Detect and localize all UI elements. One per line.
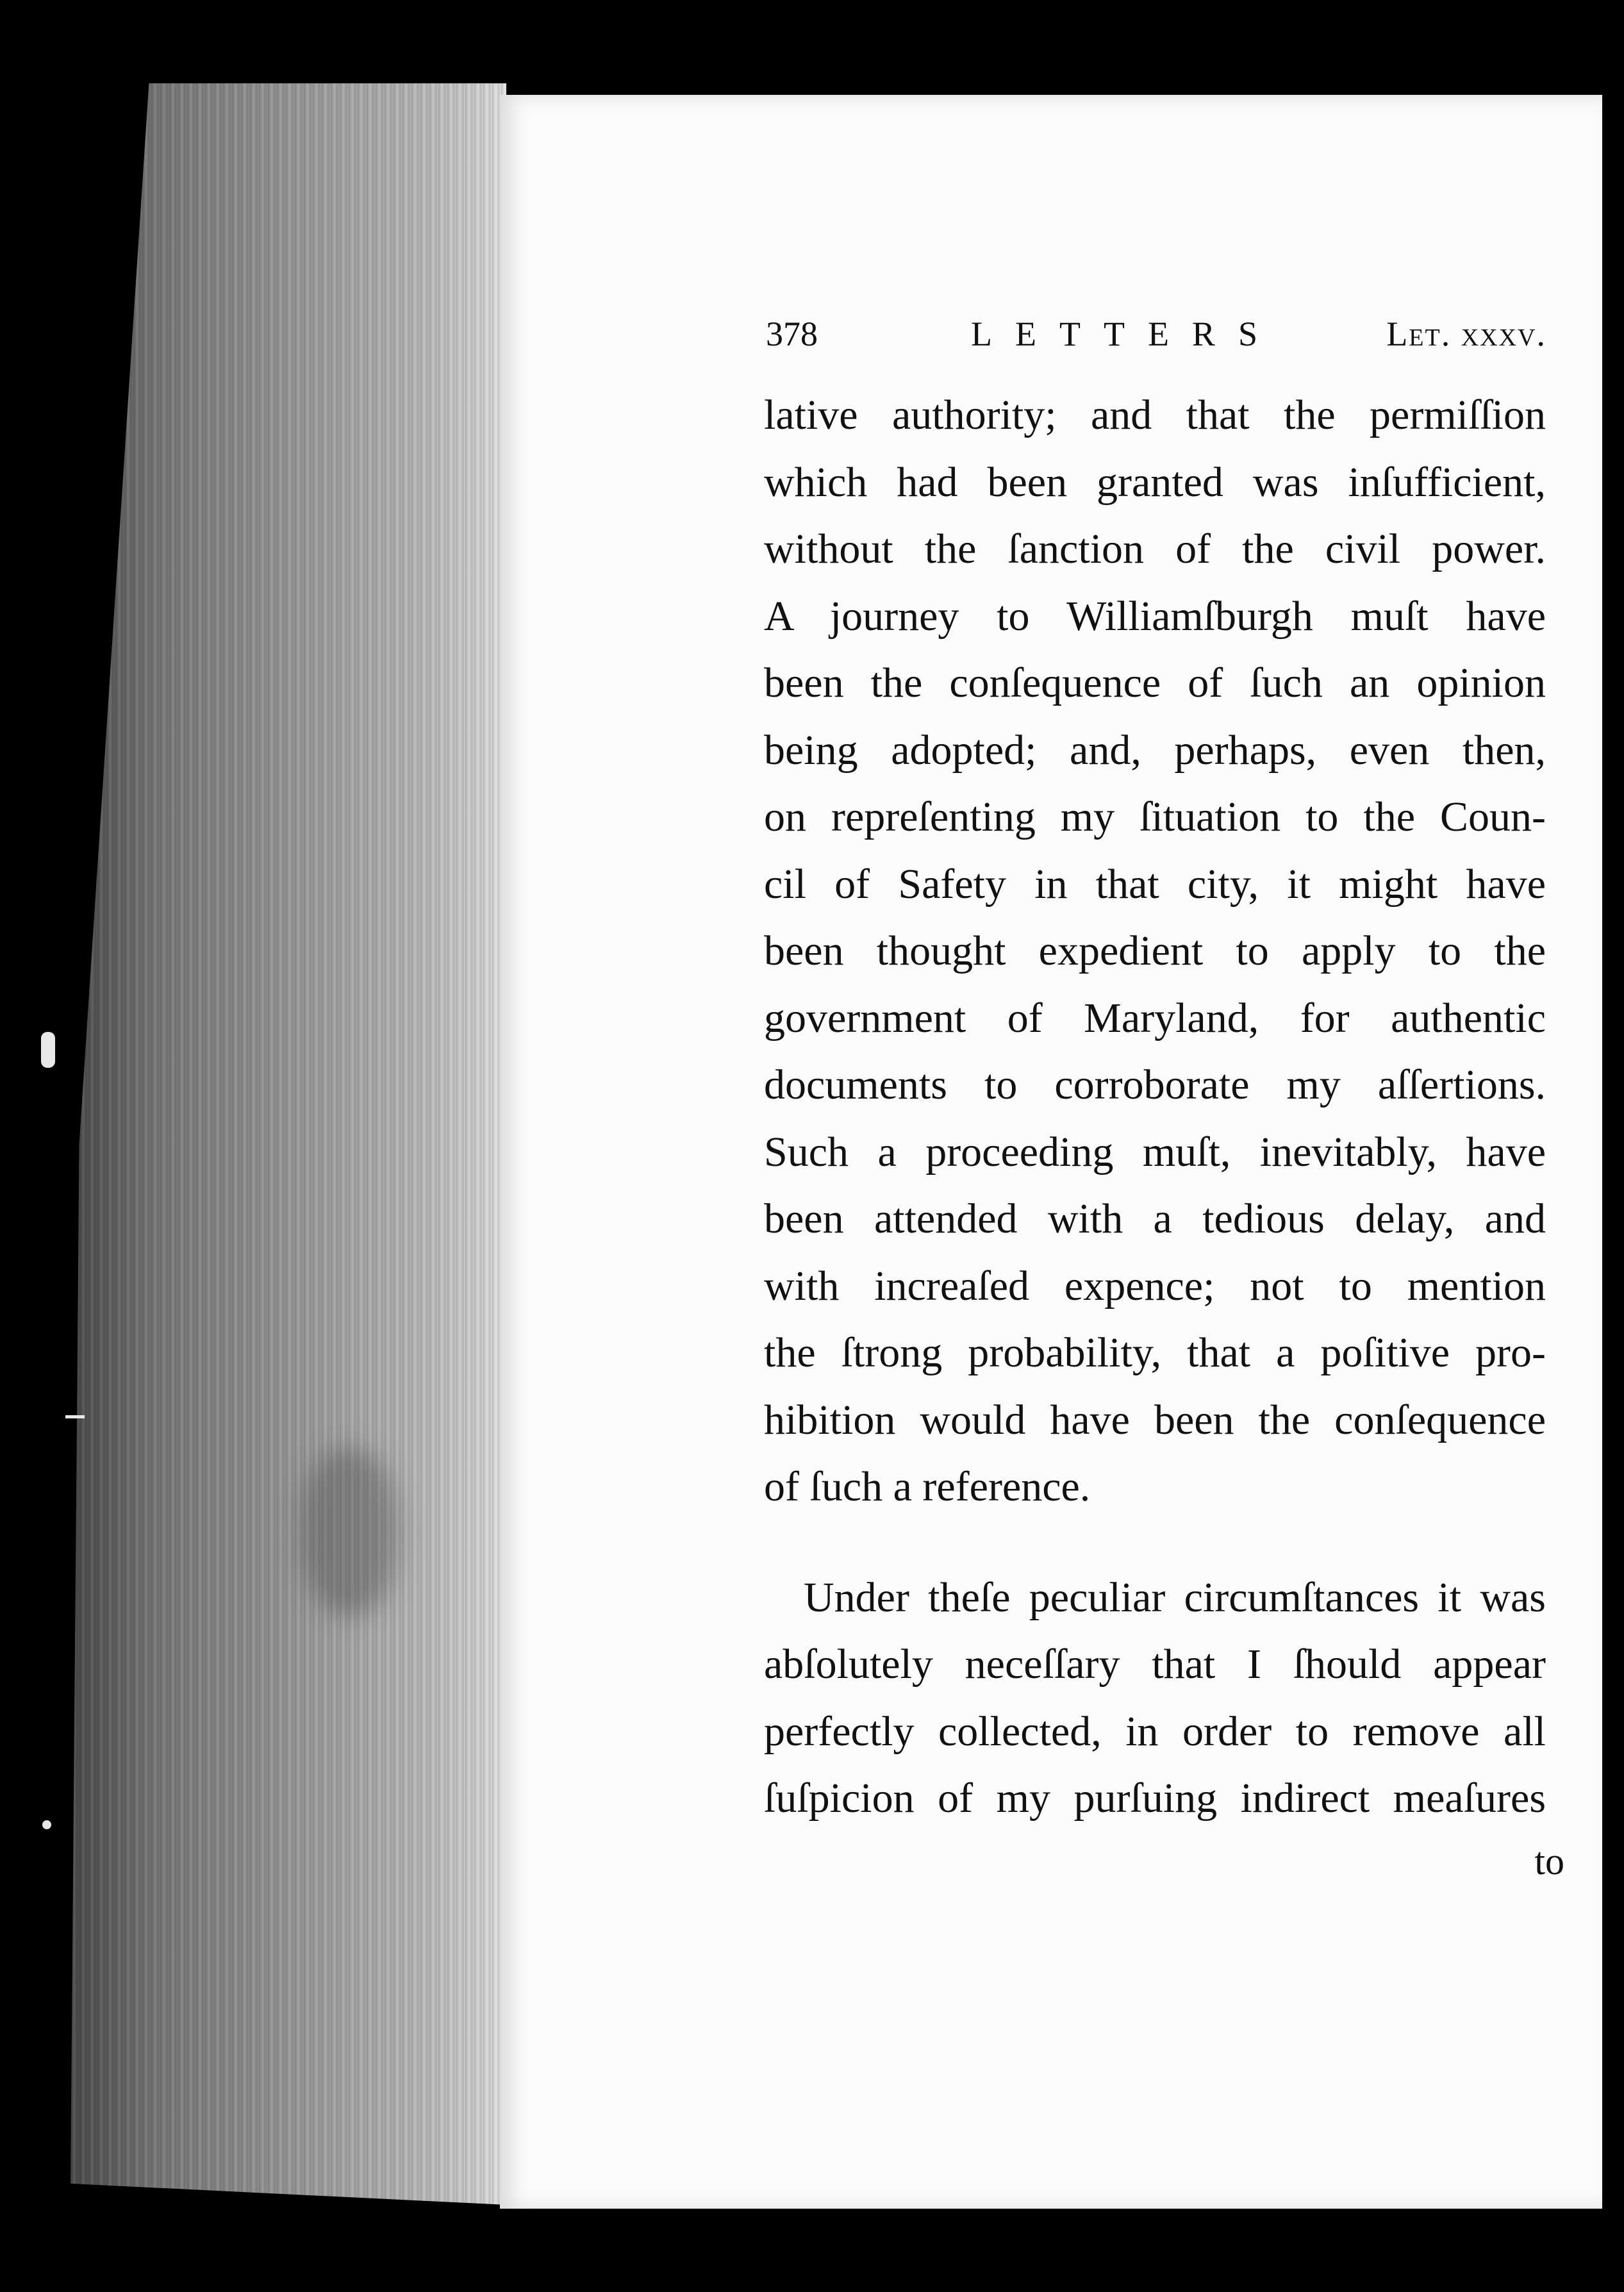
margin-speck [41,1032,55,1068]
text-line: with increaſed expence; not to mention [764,1262,1546,1309]
letter-number: Let. xxxv. [1386,315,1546,353]
text-line: cil of Safety in that city, it might have [764,860,1546,908]
text-line: Such a proceeding muſt, inevitably, have [764,1128,1546,1175]
page-edge-stain [301,1449,397,1615]
text-line: which had been granted was inſufficient, [764,458,1546,506]
text-line: lative authority; and that the permiſſion [764,392,1546,438]
text-line: been attended with a tedious delay, and [764,1195,1546,1242]
text-line: A journey to Williamſburgh muſt have [764,592,1546,640]
text-line: been the conſequence of ſuch an opinion [764,660,1546,706]
text-line: ſuſpicion of my purſuing indirect meaſures [764,1775,1546,1822]
page-number: 378 [766,315,818,353]
running-title: LETTERS [971,315,1280,353]
text-line: perfectly collected, in order to remove all [764,1707,1546,1755]
text-line: documents to corroborate my aſſertions. [764,1061,1546,1108]
text-line: being adopted; and, perhaps, even then, [764,726,1546,774]
text-line: Under theſe peculiar circumſtances it was [804,1574,1546,1621]
text-line: without the ſanction of the civil power. [764,526,1546,572]
text-line: been thought expedient to apply to the [764,927,1546,974]
paragraph-1 [764,382,1546,1521]
text-line: on repreſenting my ſituation to the Coun- [764,793,1546,840]
book-page-edges [70,83,506,2205]
text-line: government of Maryland, for authentic [764,994,1546,1042]
running-head [766,314,1546,359]
text-line: the ſtrong probability, that a poſitive pro- [764,1329,1546,1376]
text-line: hibition would have been the conſequence [764,1396,1546,1443]
margin-speck [42,1820,51,1829]
body-text [764,382,1546,1832]
catchword: to [1534,1840,1564,1882]
paragraph-2 [764,1565,1546,1832]
text-line: of ſuch a reference. [764,1463,1091,1510]
text-line: abſolutely neceſſary that I ſhould appear [764,1641,1546,1688]
paragraph-gap [764,1521,1546,1565]
margin-speck [65,1415,85,1418]
